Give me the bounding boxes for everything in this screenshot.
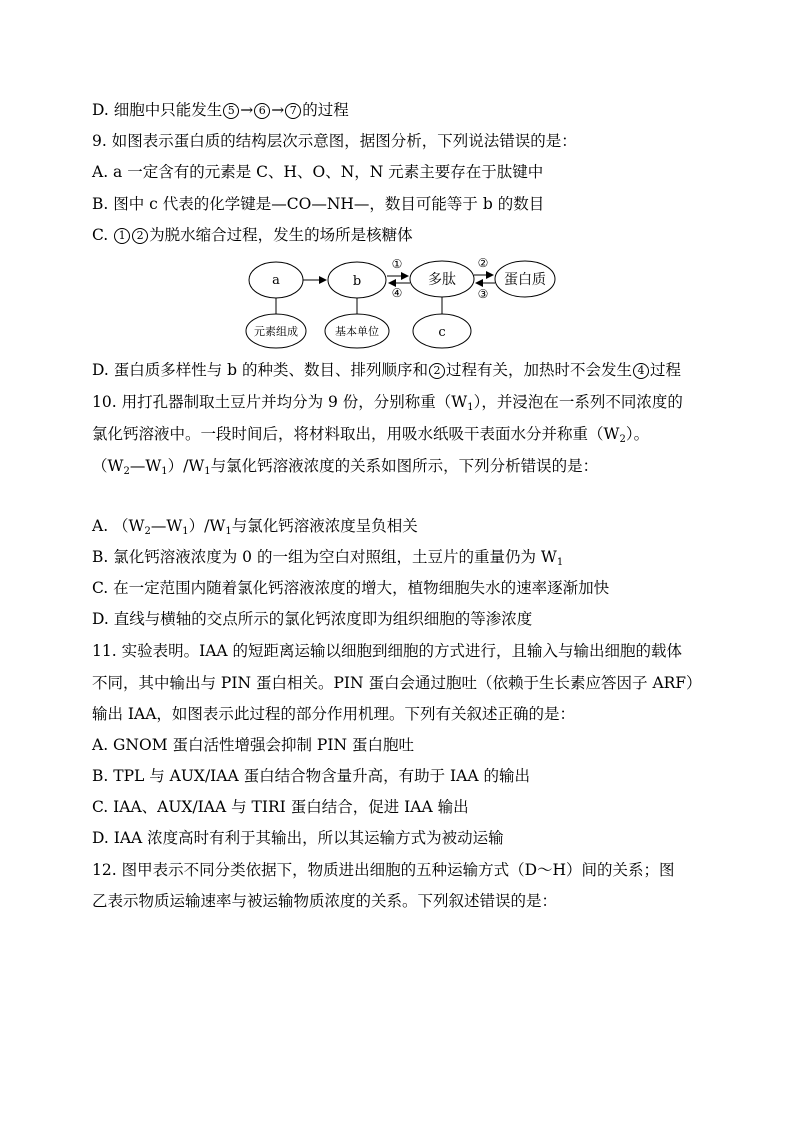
q11-stem-line1: 11. 实验表明。IAA 的短距离运输以细胞到细胞的方式进行，且输入与输出细胞的载体 [92,642,683,660]
circled-number: 5 [223,103,239,119]
q10-option-a: A. $(W_2—W_1)/W_1$与氯化钙溶液浓度呈负相关 [92,517,418,537]
circled-number: 7 [285,103,301,119]
node-c-label: c [438,325,446,340]
q10-option-c: C. 在一定范围内随着氯化钙溶液浓度的增大，植物细胞失水的速率逐渐加快 [92,579,610,597]
q9-option-d: D. 蛋白质多样性与 b 的种类、数目、排列顺序和 2 过程有关，加热时不会发生 4 过程 [92,361,682,379]
q10-option-b: B. 氯化钙溶液浓度为 0 的一组为空白对照组，土豆片的重量仍为 $W_1$ [92,548,564,568]
q10-stem-line3: $(W_2—W_1)/W_1$与氯化钙溶液浓度的关系如图所示，下列分析错误的是： [92,457,599,477]
q12-stem-line1: 12. 图甲表示不同分类依据下，物质进出细胞的五种运输方式（D～H）间的关系；图 [92,861,675,879]
q8-option-d: D. 细胞中只能发生 5 → 6 → 7 的过程 [92,101,349,119]
circled-number: 1 [114,228,130,244]
step2-label: ② [477,256,489,270]
q11-option-a: A. GNOM 蛋白活性增强会抑制 PIN 蛋白胞吐 [92,736,414,754]
q11-option-b: B. TPL 与 AUX/IAA 蛋白结合物含量升高，有助于 IAA 的输出 [92,767,530,785]
q11-option-c: C. IAA、AUX/IAA 与 TIRI 蛋白结合，促进 IAA 输出 [92,798,469,816]
node-a-label: a [272,273,280,288]
q10-option-d: D. 直线与横轴的交点所示的氯化钙浓度即为组织细胞的等渗浓度 [92,610,533,628]
q12-stem-line2: 乙表示物质运输速率与被运输物质浓度的关系。下列叙述错误的是： [92,892,558,910]
q11-stem-line2: 不同，其中输出与 PIN 蛋白相关。PIN 蛋白会通过胞吐（依赖于生长素应答因子 ARF） [92,674,702,692]
box-unit-label: 基本单位 [335,325,379,338]
q9-option-a: A. a 一定含有的元素是 C、H、O、N，N 元素主要存在于肽键中 [92,163,544,181]
box-elements-label: 元素组成 [254,325,298,338]
q9-stem: 9. 如图表示蛋白质的结构层次示意图，据图分析，下列说法错误的是： [92,132,577,150]
step4-label: ④ [391,286,403,300]
q11-option-d: D. IAA 浓度高时有利于其输出，所以其运输方式为被动运输 [92,829,504,847]
node-b-label: b [352,274,362,289]
q10-stem-line2: 氯化钙溶液中。一段时间后，将材料取出，用吸水纸吸干表面水分并称重$(W_2)$。 [92,425,650,445]
circled-number: 2 [429,363,445,379]
q10-stem-line1: 10. 用打孔器制取土豆片并均分为 9 份，分别称重$(W_1)$，并浸泡在一系列不同浓度的 [92,393,683,413]
circled-number: 4 [633,363,649,379]
node-polypeptide-label: 多肽 [428,272,456,288]
q11-stem-line3: 输出 IAA，如图表示此过程的部分作用机理。下列有关叙述正确的是： [92,705,575,723]
step1-label: ① [391,257,403,271]
q9-option-b: B. 图中 c 代表的化学键是—CO—NH—，数目可能等于 b 的数目 [92,195,545,213]
circled-number: 6 [254,103,270,119]
step3-label: ③ [477,287,489,301]
protein-structure-diagram [240,252,560,350]
node-protein-label: 蛋白质 [504,272,546,288]
circled-number: 2 [132,228,148,244]
q9-option-c: C. 1 2 为脱水缩合过程，发生的场所是核糖体 [92,226,413,244]
